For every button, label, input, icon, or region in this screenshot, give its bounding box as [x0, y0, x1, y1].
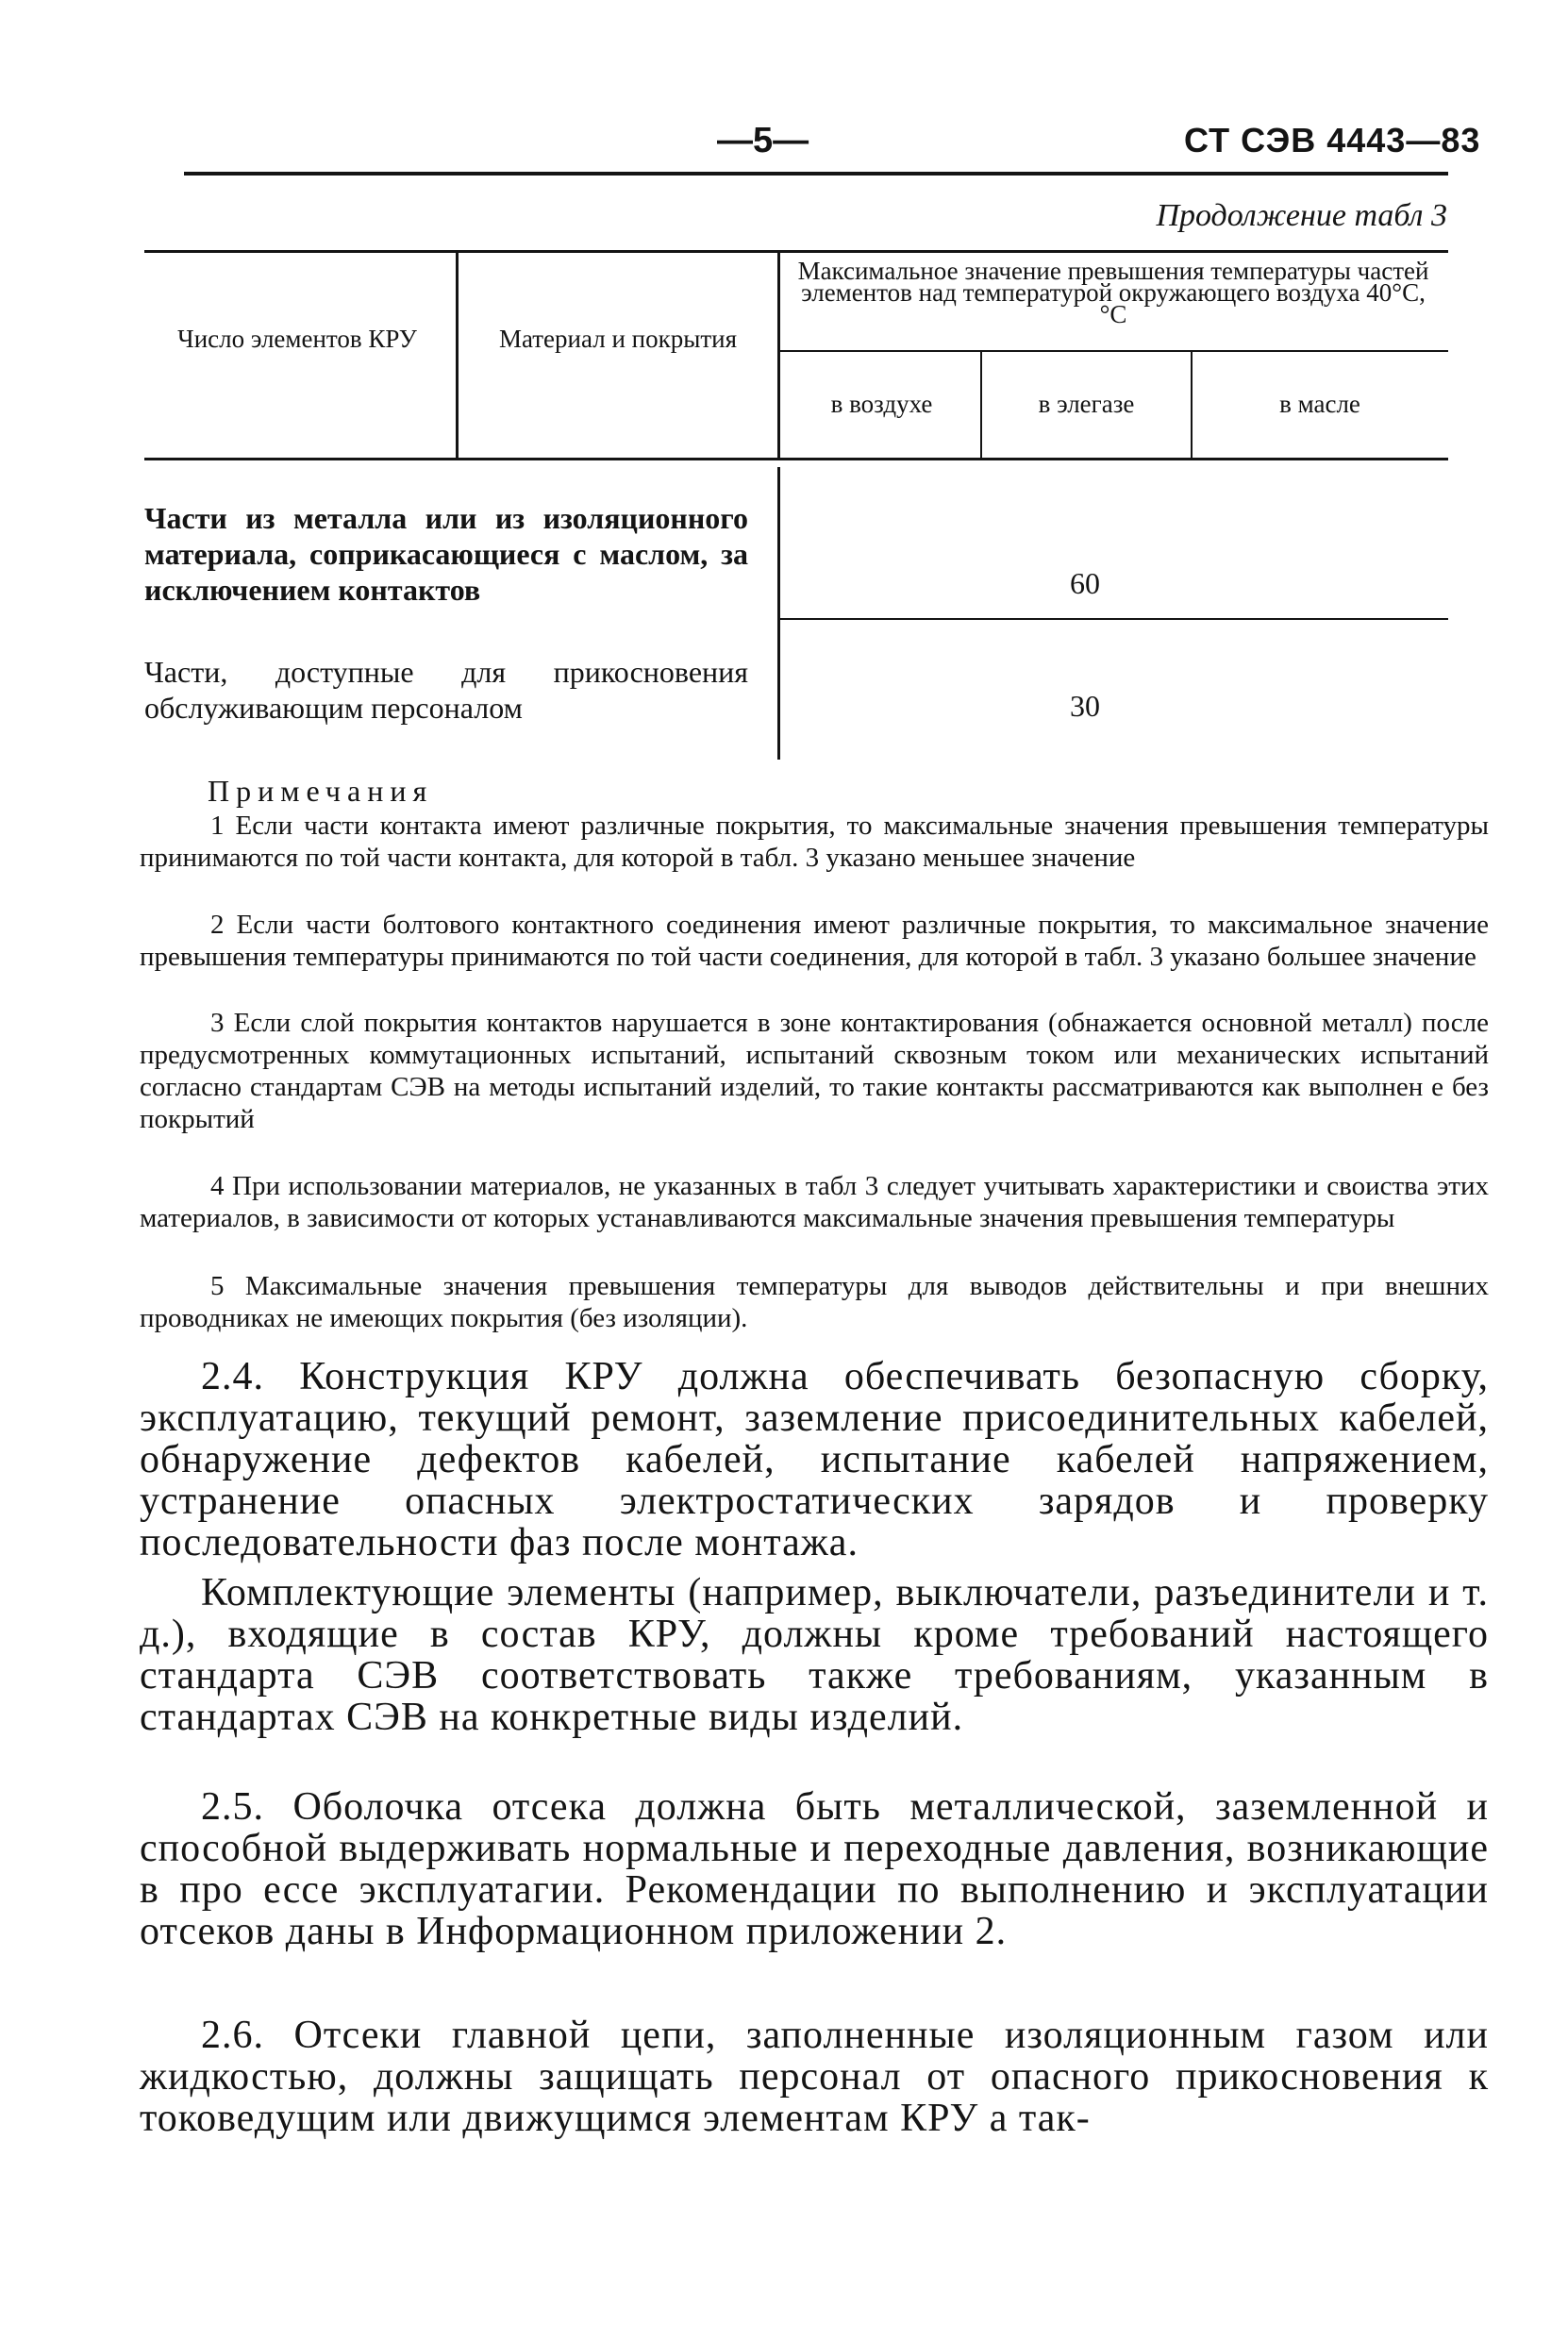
table-vline-2: [777, 253, 780, 458]
clause-2-6-text: 2.6. Отсеки главной цепи, заполненные изоляционным газом или жидкостью, должны защищать персонал от опасного прикосновения к токоведущим или движущимся элементам КРУ а так-: [140, 2014, 1489, 2140]
clause-2-5: [140, 1786, 1489, 1952]
table-row-label: Части из металла или из изоляционного материала, соприкасающиеся с маслом, за исключением контактов: [144, 501, 748, 607]
note-text: 2 Если части болтового контактного соединения имеют различные покрытия, то максимальное значение превышения температуры принимаются по той части соединения, для которой в табл. 3 указано большее значение: [140, 910, 1489, 972]
table-row-value: 30: [1070, 689, 1100, 723]
clause-2-4: [140, 1356, 1489, 1564]
header-rule: [184, 172, 1448, 176]
note-text: 3 Если слой покрытия контактов нарушается в зоне контактирования (обнажается основной металл) после предусмотренных коммутационных испытаний, испытаний сквозным током или механических испытаний согласно стандартам СЭВ на методы испытаний изделий, то такие контакты рассматриваются как выполнен е без покрытий: [140, 1008, 1489, 1134]
clause-2-6: [140, 2015, 1489, 2139]
standard-code: СТ СЭВ 4443—83: [1184, 121, 1481, 159]
note-item: [140, 1007, 1489, 1135]
page-number: —5—: [717, 121, 809, 160]
table-top-rule: [144, 250, 1448, 253]
table-vline-3: [980, 352, 982, 458]
table-row-rule: [780, 618, 1448, 620]
table-body-vline: [777, 467, 780, 760]
sub-oil-header: в масле: [1279, 390, 1360, 418]
table-row-value: 60: [1070, 566, 1100, 600]
table-continuation-note: Продолжение табл 3: [1156, 198, 1447, 233]
col-material-header: Материал и покрытия: [498, 325, 738, 353]
col-elements-header: Число элементов КРУ: [177, 325, 417, 353]
note-item: [140, 1170, 1489, 1234]
note-item: [140, 909, 1489, 973]
clause-2-4-continuation: [140, 1572, 1489, 1738]
sub-air-header: в воздухе: [830, 390, 933, 418]
table-row-label: Части, доступные для прикосновения обслуживающим персоналом: [144, 655, 748, 725]
notes-title: Примечания: [208, 774, 434, 808]
table-header-bottom-rule: [144, 458, 1448, 460]
clause-2-4-continuation-text: Комплектующие элементы (например, выключатели, разъединители и т. д.), входящие в состав КРУ, должны кроме требований настоящего стандарта СЭВ соответствовать также требованиям, указанным в стандартах СЭВ на конкретные виды изделий.: [140, 1571, 1489, 1739]
note-text: 1 Если части контакта имеют различные покрытия, то максимальные значения превышения температуры принимаются по той части контакта, для которой в табл. 3 указано меньшее значение: [140, 811, 1489, 873]
note-text: 4 При использовании материалов, не указанных в табл 3 следует учитывать характеристики и своиства этих материалов, в зависимости от которых устанавливаются максимальные значения превышения температуры: [140, 1171, 1489, 1233]
note-text: 5 Максимальные значения превышения температуры для выводов действительны и при внешних проводниках не имеющих покрытия (без изоляции).: [140, 1271, 1489, 1333]
table-subheader-rule: [780, 350, 1448, 352]
note-item: [140, 1270, 1489, 1334]
clause-2-4-text: 2.4. Конструкция КРУ должна обеспечивать безопасную сборку, эксплуатацию, текущий ремонт, заземление присоединительных кабелей, обнаружение дефектов кабелей, испытание кабелей напряжением, устранение опасных электростатических зарядов и проверку последовательности фаз после монтажа.: [140, 1355, 1489, 1564]
col-max-value-header: Максимальное значение превышения температуры частей элементов над температурой окружающего воздуха 40°С, °С: [797, 257, 1429, 328]
sub-elegas-header: в элегазе: [1038, 390, 1135, 418]
table-vline-4: [1191, 352, 1193, 458]
clause-2-5-text: 2.5. Оболочка отсека должна быть металлической, заземленной и способной выдерживать нормальные и переходные давления, возникающие в про ессе эксплуатагии. Рекомендации по выполнению и эксплуатации отсеков даны в Информационном приложении 2.: [140, 1785, 1489, 1953]
table-vline-1: [456, 253, 459, 458]
note-item: [140, 810, 1489, 874]
